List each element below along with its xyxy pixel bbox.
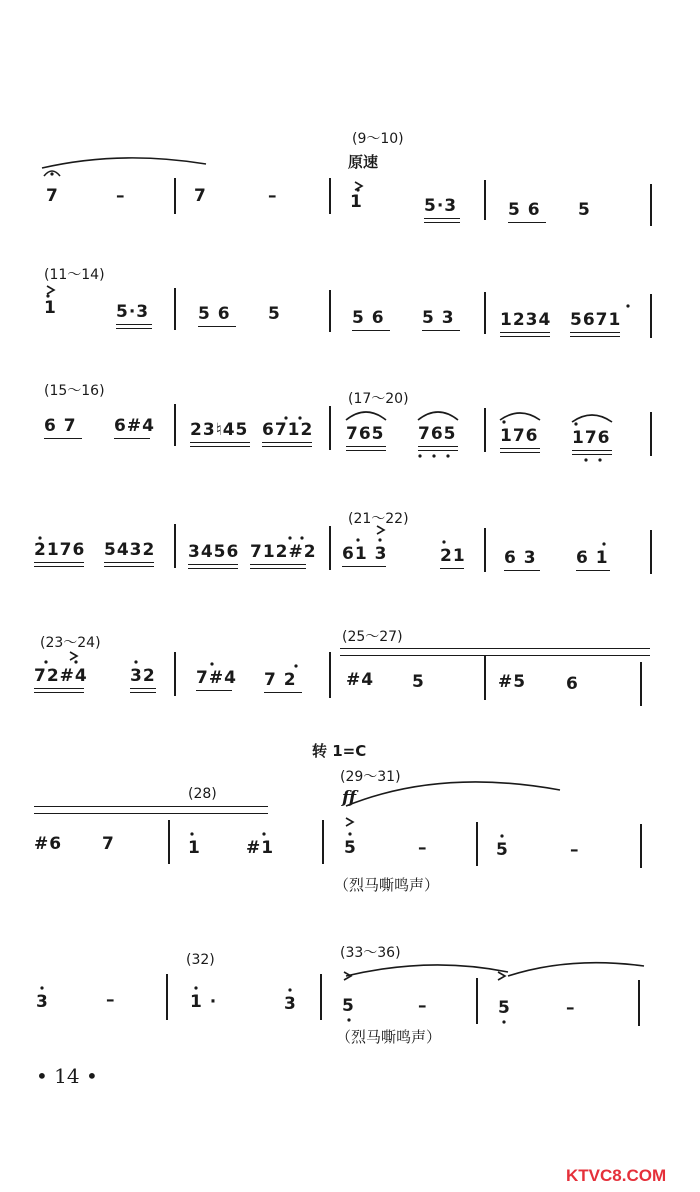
accent-mark bbox=[47, 286, 54, 294]
accent-mark bbox=[346, 818, 353, 826]
dash: – bbox=[268, 186, 278, 206]
measure-ref-25-27: (25～27) bbox=[342, 629, 403, 645]
note-7: 7 bbox=[194, 186, 207, 206]
dash: – bbox=[566, 998, 576, 1018]
note-1-high-dotted: 1 · bbox=[190, 992, 218, 1012]
note-group: 2176 bbox=[34, 540, 86, 560]
tie-slur bbox=[42, 158, 206, 168]
measure-ref-21-22: (21～22) bbox=[348, 511, 409, 527]
accent-mark bbox=[70, 652, 77, 660]
note-group: 5671 bbox=[570, 310, 622, 330]
note-3-high: 3 bbox=[36, 992, 49, 1012]
note-group: 5·3 bbox=[424, 196, 458, 216]
slur bbox=[508, 963, 644, 976]
note-5: 5 bbox=[412, 672, 425, 692]
accent-mark bbox=[498, 972, 505, 980]
measure-ref-28: (28) bbox=[188, 786, 217, 802]
measure-ref-32: (32) bbox=[186, 952, 215, 968]
note-group: 5432 bbox=[104, 540, 156, 560]
lyric-note: （烈马嘶鸣声） bbox=[334, 876, 440, 894]
tempo-mark: 原速 bbox=[348, 153, 379, 171]
key-change: 转 1=C bbox=[312, 742, 367, 760]
note-1-high: 1 bbox=[350, 192, 363, 212]
note-group: 72#4 bbox=[34, 666, 88, 686]
note-5-high: 5 bbox=[496, 840, 509, 860]
note-group: 765 bbox=[418, 424, 457, 444]
measure-ref-23-24: (23～24) bbox=[40, 635, 101, 651]
note-group: 23♮45 bbox=[190, 420, 249, 440]
note-group: 1234 bbox=[500, 310, 552, 330]
note-sharp-6: #6 bbox=[34, 834, 63, 854]
note-group: 6712 bbox=[262, 420, 314, 440]
note-5: 5 bbox=[578, 200, 591, 220]
note-group: 6 1 bbox=[576, 548, 609, 568]
slur bbox=[346, 965, 508, 976]
note-group: 6#4 bbox=[114, 416, 155, 436]
note-sharp-4: #4 bbox=[346, 670, 375, 690]
note-group: 5 6 bbox=[352, 308, 385, 328]
note-group: 7 2 bbox=[264, 670, 297, 690]
note-group: 6 7 bbox=[44, 416, 77, 436]
note-1-high: 1 bbox=[44, 298, 57, 318]
slur bbox=[572, 415, 612, 422]
slur bbox=[346, 412, 386, 420]
slur bbox=[418, 412, 458, 420]
slur bbox=[346, 782, 560, 806]
note-5-high: 5 bbox=[344, 838, 357, 858]
dash: – bbox=[106, 990, 116, 1010]
note-group: 5 3 bbox=[422, 308, 455, 328]
lyric-note: （烈马嘶鸣声） bbox=[336, 1028, 442, 1046]
dash: – bbox=[116, 186, 126, 206]
dash: – bbox=[570, 840, 580, 860]
note-group: 765 bbox=[346, 424, 385, 444]
note-group: 6 3 bbox=[504, 548, 537, 568]
measure-ref-15-16: (15～16) bbox=[44, 383, 105, 399]
note-5: 5 bbox=[268, 304, 281, 324]
note-group: 176 bbox=[572, 428, 611, 448]
note-group: 712#2 bbox=[250, 542, 317, 562]
note-group: 5 6 bbox=[508, 200, 541, 220]
note-sharp-5: #5 bbox=[498, 672, 527, 692]
dash: – bbox=[418, 838, 428, 858]
note-1-high: 1 bbox=[188, 838, 201, 858]
note-group: 3456 bbox=[188, 542, 240, 562]
measure-ref-11-14: (11～14) bbox=[44, 267, 105, 283]
note-5-high: 5 bbox=[498, 998, 511, 1018]
note-group: 5·3 bbox=[116, 302, 150, 322]
page-number: • 14 • bbox=[36, 1064, 98, 1088]
slur bbox=[500, 413, 540, 420]
note-7: 7 bbox=[46, 186, 59, 206]
note-3-high: 3 bbox=[284, 994, 297, 1014]
note-sharp-1-high: #1 bbox=[246, 838, 275, 858]
dynamic-mark: ff bbox=[342, 788, 357, 808]
watermark: KTVC8.COM bbox=[566, 1166, 667, 1185]
measure-ref-9-10: (9～10) bbox=[352, 131, 404, 147]
note-7: 7 bbox=[102, 834, 115, 854]
measure-ref-33-36: (33～36) bbox=[340, 945, 401, 961]
note-group: 21 bbox=[440, 546, 466, 566]
note-group: 176 bbox=[500, 426, 539, 446]
note-group: 7#4 bbox=[196, 668, 237, 688]
dash: – bbox=[418, 996, 428, 1016]
measure-ref-29-31: (29～31) bbox=[340, 769, 401, 785]
note-group: 61 3 bbox=[342, 544, 388, 564]
note-5-high: 5 bbox=[342, 996, 355, 1016]
note-group: 5 6 bbox=[198, 304, 231, 324]
accent-mark bbox=[377, 526, 384, 534]
note-group: 32 bbox=[130, 666, 156, 686]
measure-ref-17-20: (17～20) bbox=[348, 391, 409, 407]
note-6: 6 bbox=[566, 674, 579, 694]
